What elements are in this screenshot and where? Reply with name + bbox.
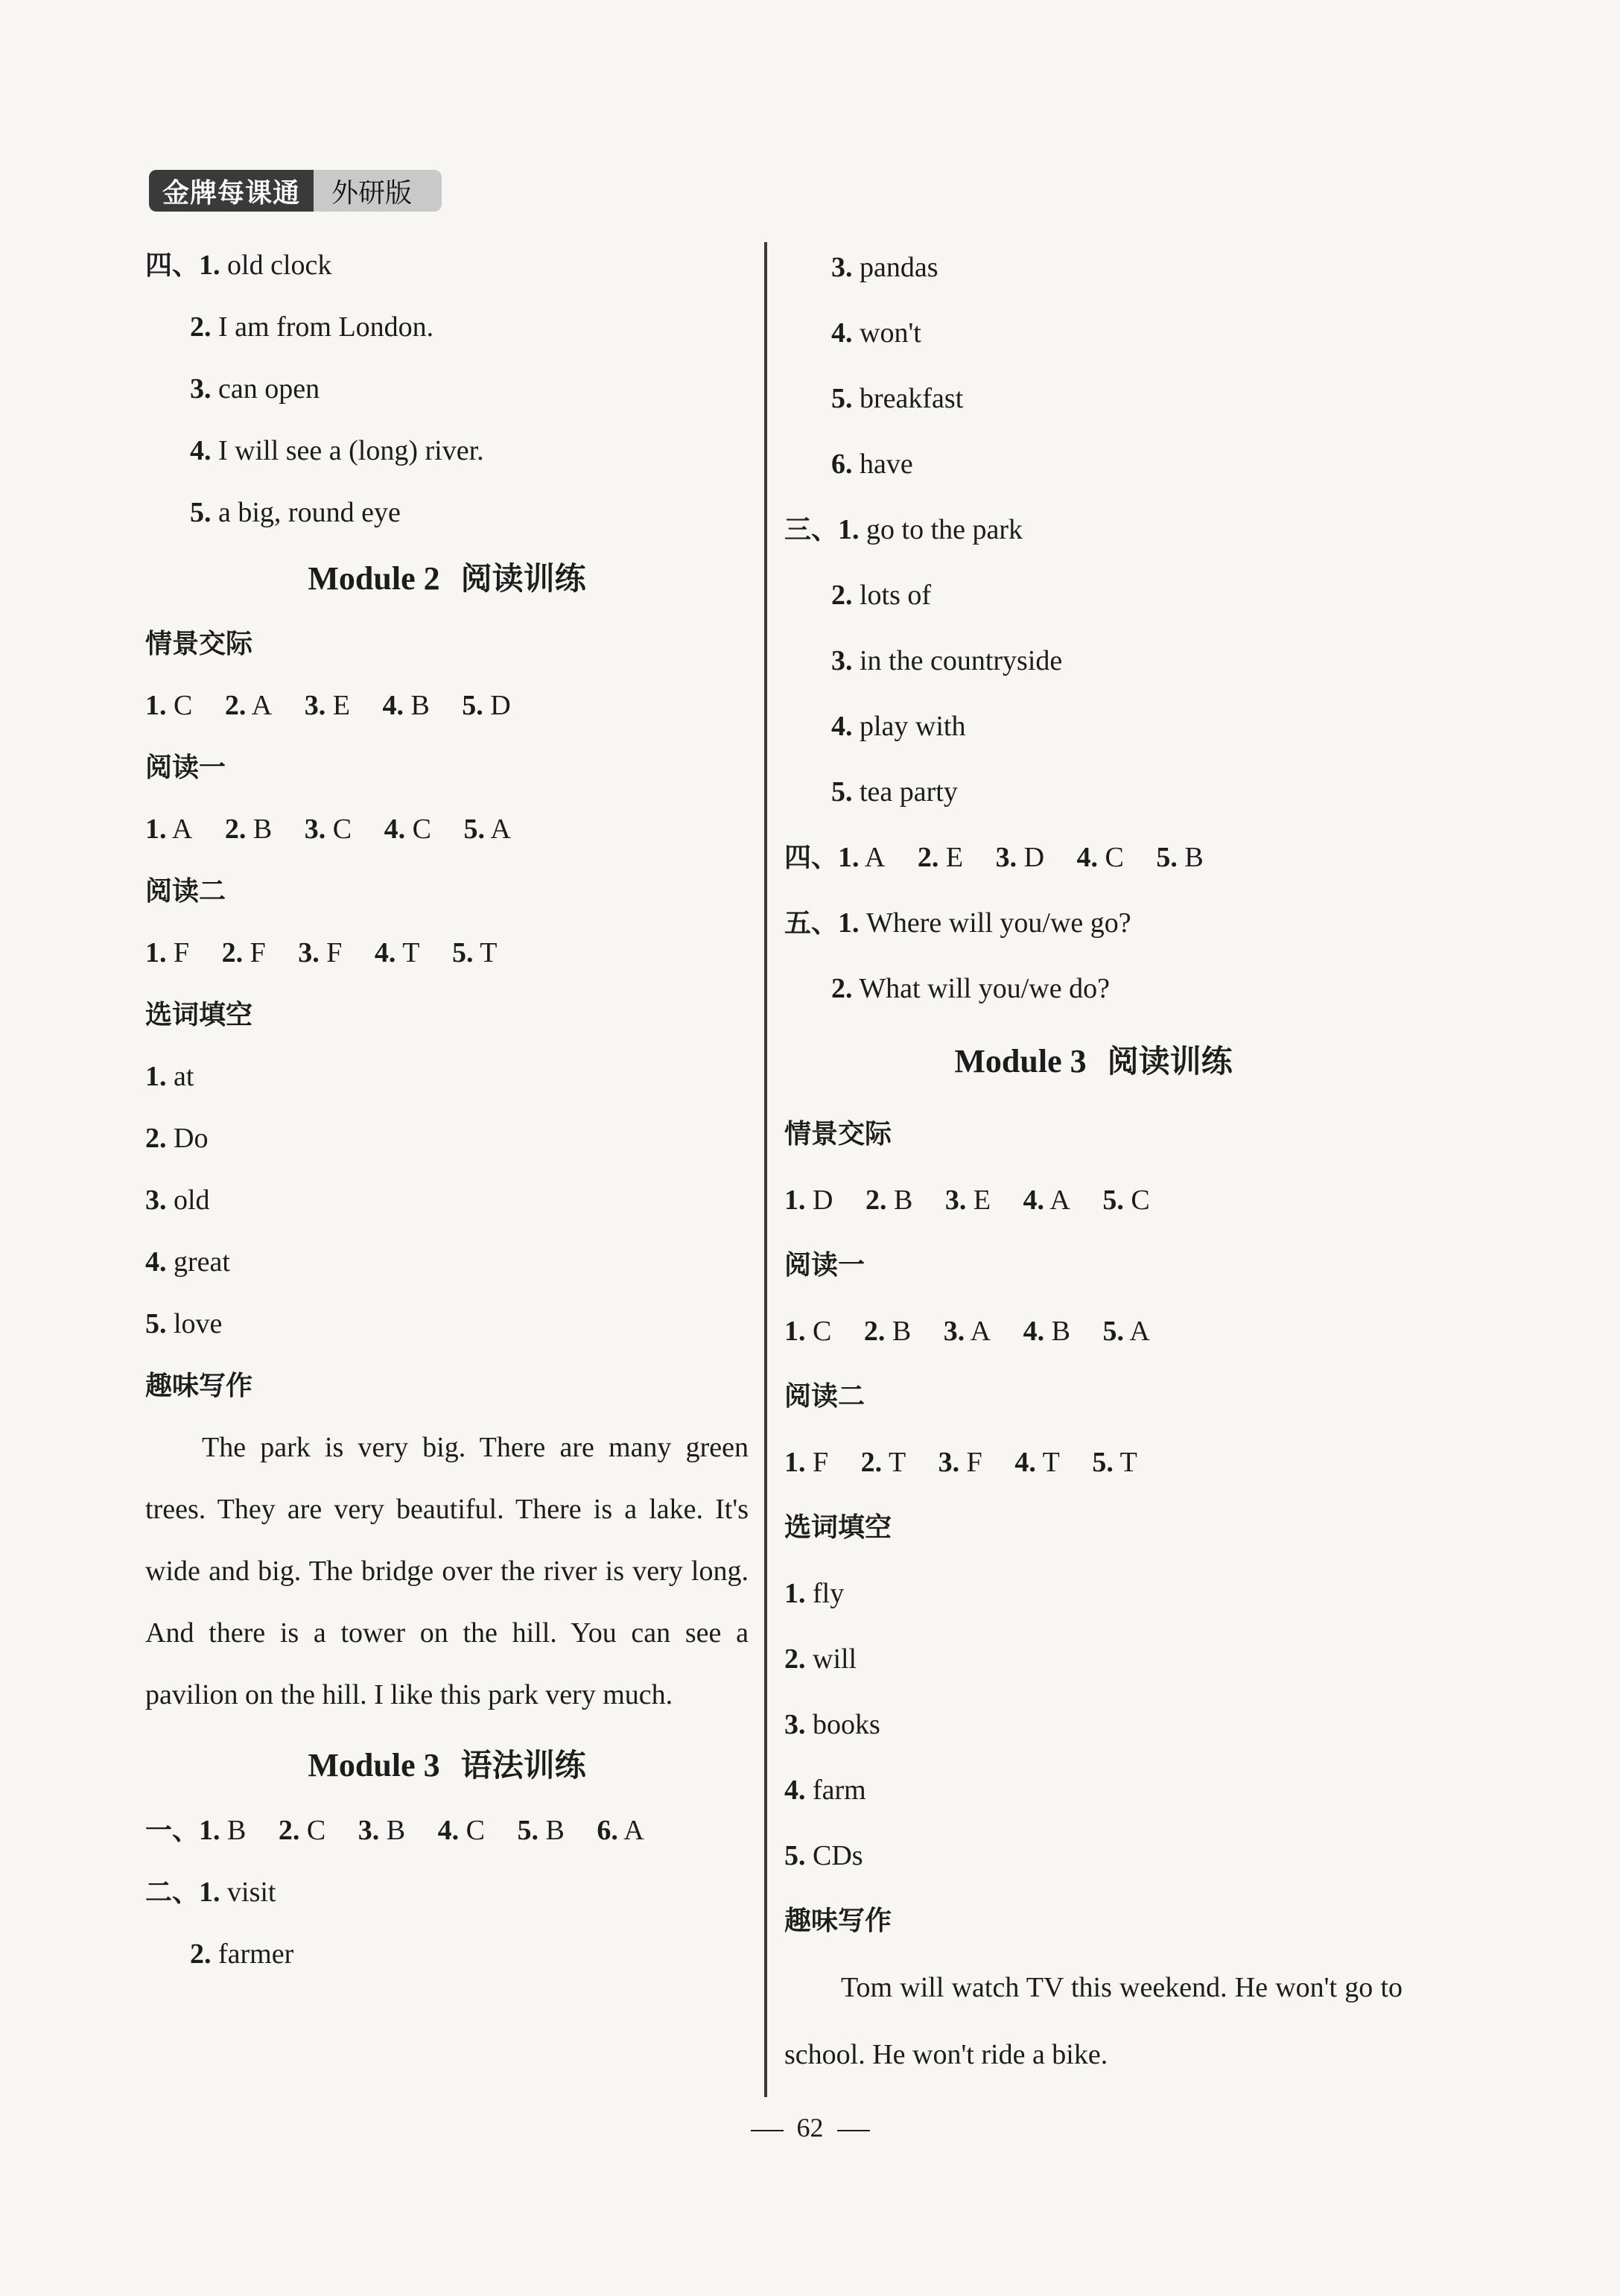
answer-row: 四、1. A 2. E 3. D 4. C 5. B xyxy=(784,842,1204,873)
answer-row: 1. D 2. B 3. E 4. A 5. C xyxy=(784,1185,1150,1216)
dash-left xyxy=(751,2130,784,2131)
section-label: 趣味写作 xyxy=(784,1906,892,1936)
module-title: Module 3 语法训练 xyxy=(308,1747,586,1783)
answer-line: 2. lots of xyxy=(831,580,932,611)
section-label: 阅读二 xyxy=(784,1381,865,1412)
brand-label: 金牌每课通 xyxy=(149,170,314,212)
answer-line: 二、1. visit xyxy=(145,1877,276,1908)
section-label: 阅读二 xyxy=(145,876,226,907)
module-title: Module 2 阅读训练 xyxy=(308,560,586,597)
answer-line: 2. will xyxy=(784,1643,857,1675)
answer-line: 五、1. Where will you/we go? xyxy=(784,907,1131,939)
section-label: 情景交际 xyxy=(784,1119,892,1149)
answer-line: 1. fly xyxy=(784,1578,845,1609)
answer-line: 4. I will see a (long) river. xyxy=(190,435,484,466)
answer-line: 6. have xyxy=(831,448,913,480)
answer-row: 1. A 2. B 3. C 4. C 5. A xyxy=(145,814,511,845)
section-label: 选词填空 xyxy=(145,1000,253,1030)
answer-row: 1. C 2. A 3. E 4. B 5. D xyxy=(145,690,511,721)
answer-row: 1. C 2. B 3. A 4. B 5. A xyxy=(784,1316,1150,1347)
answer-line: 3. old xyxy=(145,1185,210,1216)
page-number: 62 xyxy=(0,2112,1620,2143)
answer-line: 4. great xyxy=(145,1246,230,1278)
book-header xyxy=(149,170,442,212)
answer-line: 3. in the countryside xyxy=(831,645,1063,676)
dash-right xyxy=(837,2130,870,2131)
answer-line: 5. a big, round eye xyxy=(190,497,401,528)
module-title: Module 3 阅读训练 xyxy=(954,1043,1233,1079)
answer-line: 4. farm xyxy=(784,1775,866,1806)
answer-line: 2. farmer xyxy=(190,1938,294,1970)
column-divider xyxy=(764,242,767,2097)
essay-paragraph: The park is very big. There are many green trees. They are very beautiful. There is a lake. It's wide and big. The bridge over the river is very long. And there is a tower on the hill. You can see a pavilion on the hill. I like this park very much. xyxy=(145,1432,749,1710)
answer-row: 1. F 2. F 3. F 4. T 5. T xyxy=(145,937,498,968)
answer-line: 5. love xyxy=(145,1308,223,1339)
answer-line: 三、1. go to the park xyxy=(784,514,1023,545)
section-label: 选词填空 xyxy=(784,1512,892,1543)
answer-line: 3. books xyxy=(784,1709,880,1740)
answer-line: 3. pandas xyxy=(831,252,938,283)
answer-line: 3. can open xyxy=(190,373,320,405)
answer-line: 2. What will you/we do? xyxy=(831,973,1110,1004)
answer-line: 4. won't xyxy=(831,317,921,349)
section-label: 情景交际 xyxy=(145,629,253,659)
section-label: 阅读一 xyxy=(784,1250,865,1281)
answer-line: 5. breakfast xyxy=(831,383,964,414)
answer-row: 一、1. B 2. C 3. B 4. C 5. B 6. A xyxy=(145,1815,644,1846)
right-column xyxy=(784,235,1403,2088)
answer-row: 1. F 2. T 3. F 4. T 5. T xyxy=(784,1447,1137,1478)
answer-line: 四、1. old clock xyxy=(145,250,332,281)
answer-line: 2. Do xyxy=(145,1123,209,1154)
answer-line: 1. at xyxy=(145,1061,194,1092)
answer-line: 5. CDs xyxy=(784,1840,863,1871)
answer-line: 2. I am from London. xyxy=(190,311,434,343)
edition-label: 外研版 xyxy=(314,170,442,212)
essay-paragraph: Tom will watch TV this weekend. He won't go to school. He won't ride a bike. xyxy=(784,1972,1403,2070)
left-column xyxy=(145,235,749,1985)
section-label: 趣味写作 xyxy=(145,1371,253,1401)
section-label: 阅读一 xyxy=(145,752,226,783)
answer-line: 5. tea party xyxy=(831,776,958,808)
answer-line: 4. play with xyxy=(831,711,966,742)
